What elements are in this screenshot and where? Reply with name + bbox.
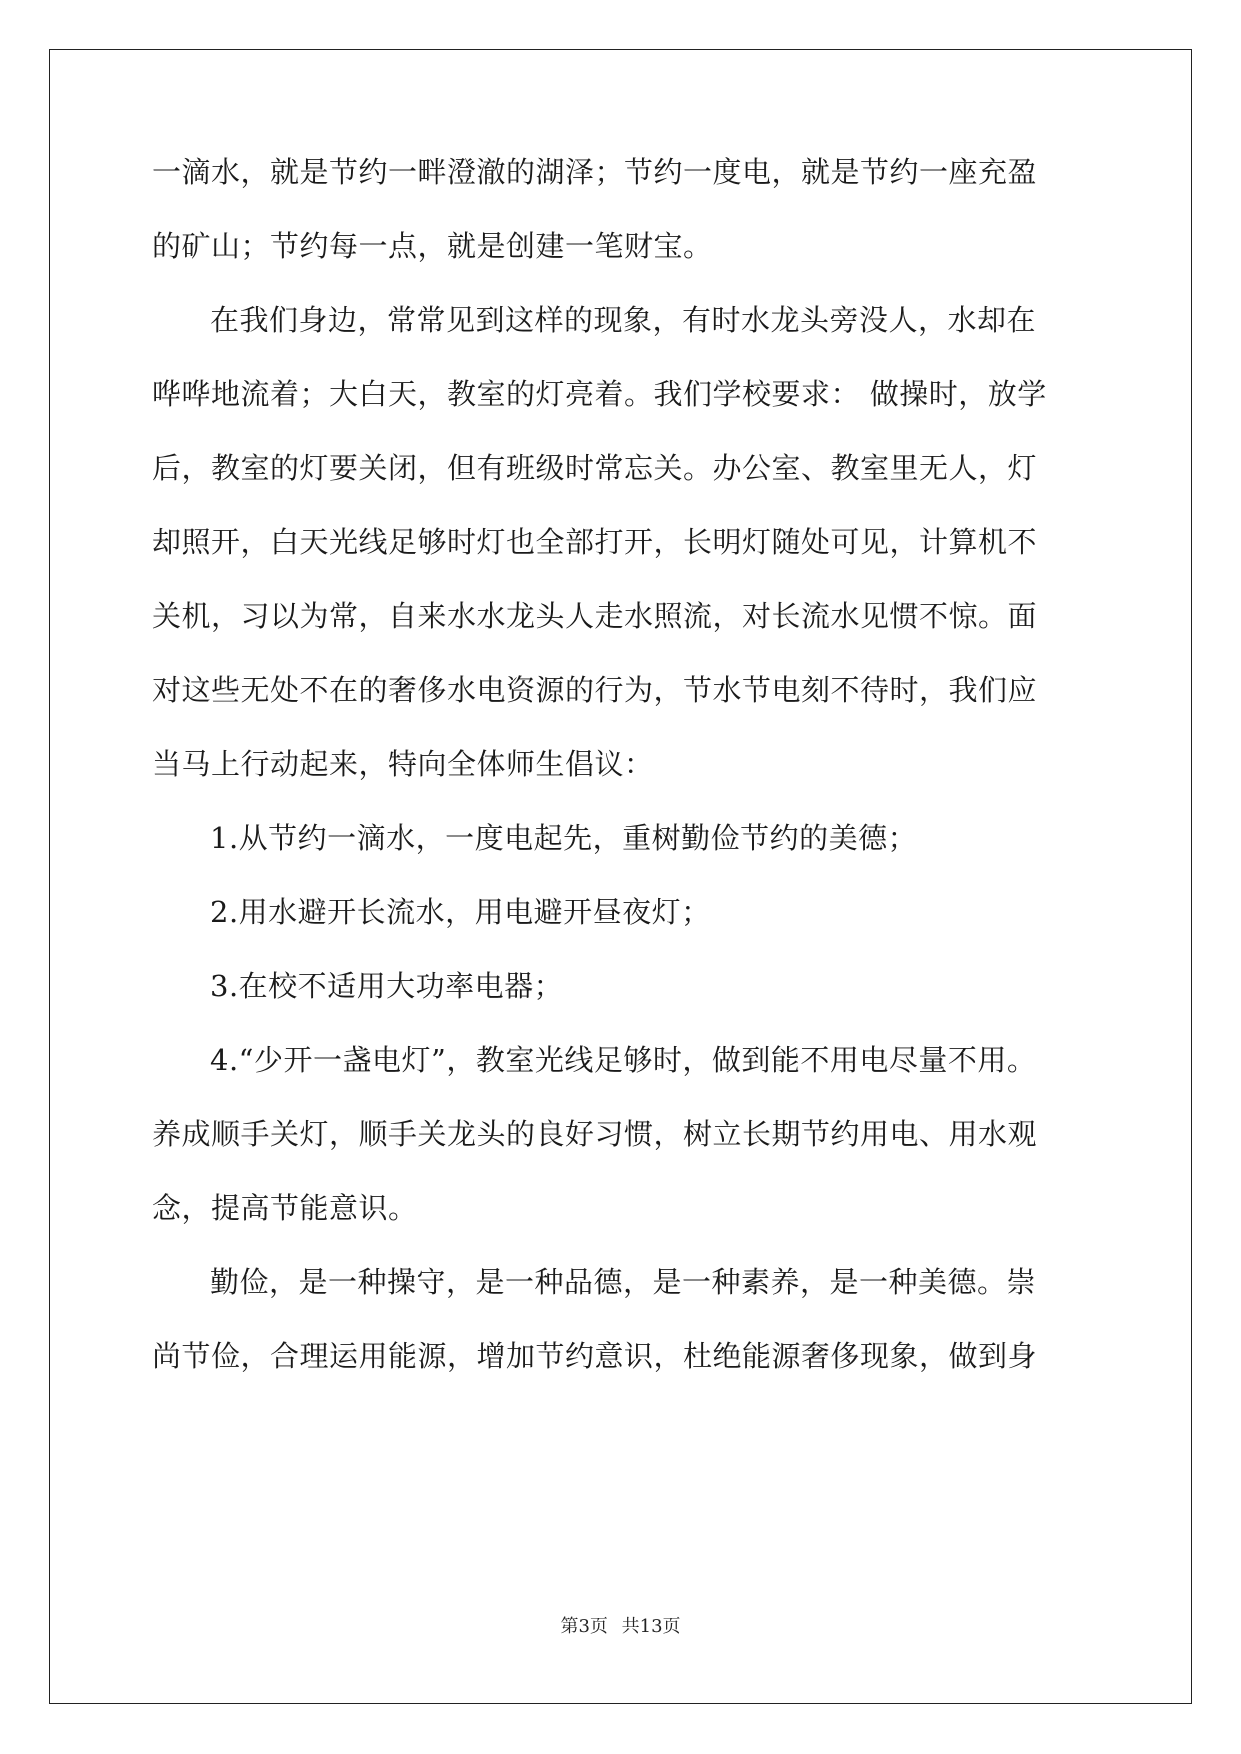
text-line: 的矿山；节约每一点，就是创建一笔财宝。 bbox=[152, 229, 713, 263]
total-pages-label: 共13页 bbox=[621, 1616, 681, 1637]
list-item-1: 1.从节约一滴水，一度电起先，重树勤俭节约的美德； bbox=[210, 821, 918, 855]
text-line: 当马上行动起来，特向全体师生倡议： bbox=[152, 747, 654, 781]
text-line: 养成顺手关灯，顺手关龙头的良好习惯，树立长期节约用电、用水观 bbox=[152, 1117, 1038, 1151]
list-item-4: 4.“少开一盏电灯”，教室光线足够时，做到能不用电尽量不用。 bbox=[210, 1043, 1037, 1077]
list-item-2: 2.用水避开长流水，用电避开昼夜灯； bbox=[210, 895, 711, 929]
list-item-3: 3.在校不适用大功率电器； bbox=[210, 969, 564, 1003]
text-line: 后，教室的灯要关闭，但有班级时常忘关。办公室、教室里无人，灯 bbox=[152, 451, 1038, 485]
text-line: 尚节俭，合理运用能源，增加节约意识，杜绝能源奢侈现象，做到身 bbox=[152, 1339, 1038, 1373]
current-page-label: 第3页 bbox=[560, 1616, 608, 1637]
text-line: 哗哗地流着；大白天，教室的灯亮着。我们学校要求： 做操时，放学 bbox=[152, 377, 1047, 411]
text-line: 在我们身边，常常见到这样的现象，有时水龙头旁没人，水却在 bbox=[210, 303, 1037, 337]
text-line: 一滴水，就是节约一畔澄澈的湖泽；节约一度电，就是节约一座充盈 bbox=[152, 155, 1038, 189]
text-line: 关机，习以为常，自来水水龙头人走水照流，对长流水见惯不惊。面 bbox=[152, 599, 1038, 633]
page-footer bbox=[0, 1612, 1241, 1638]
page-border bbox=[49, 49, 1192, 1704]
text-line: 对这些无处不在的奢侈水电资源的行为，节水节电刻不待时，我们应 bbox=[152, 673, 1038, 707]
text-line: 勤俭，是一种操守，是一种品德，是一种素养，是一种美德。崇 bbox=[210, 1265, 1037, 1299]
text-line: 念，提高节能意识。 bbox=[152, 1191, 418, 1225]
text-line: 却照开，白天光线足够时灯也全部打开，长明灯随处可见，计算机不 bbox=[152, 525, 1038, 559]
